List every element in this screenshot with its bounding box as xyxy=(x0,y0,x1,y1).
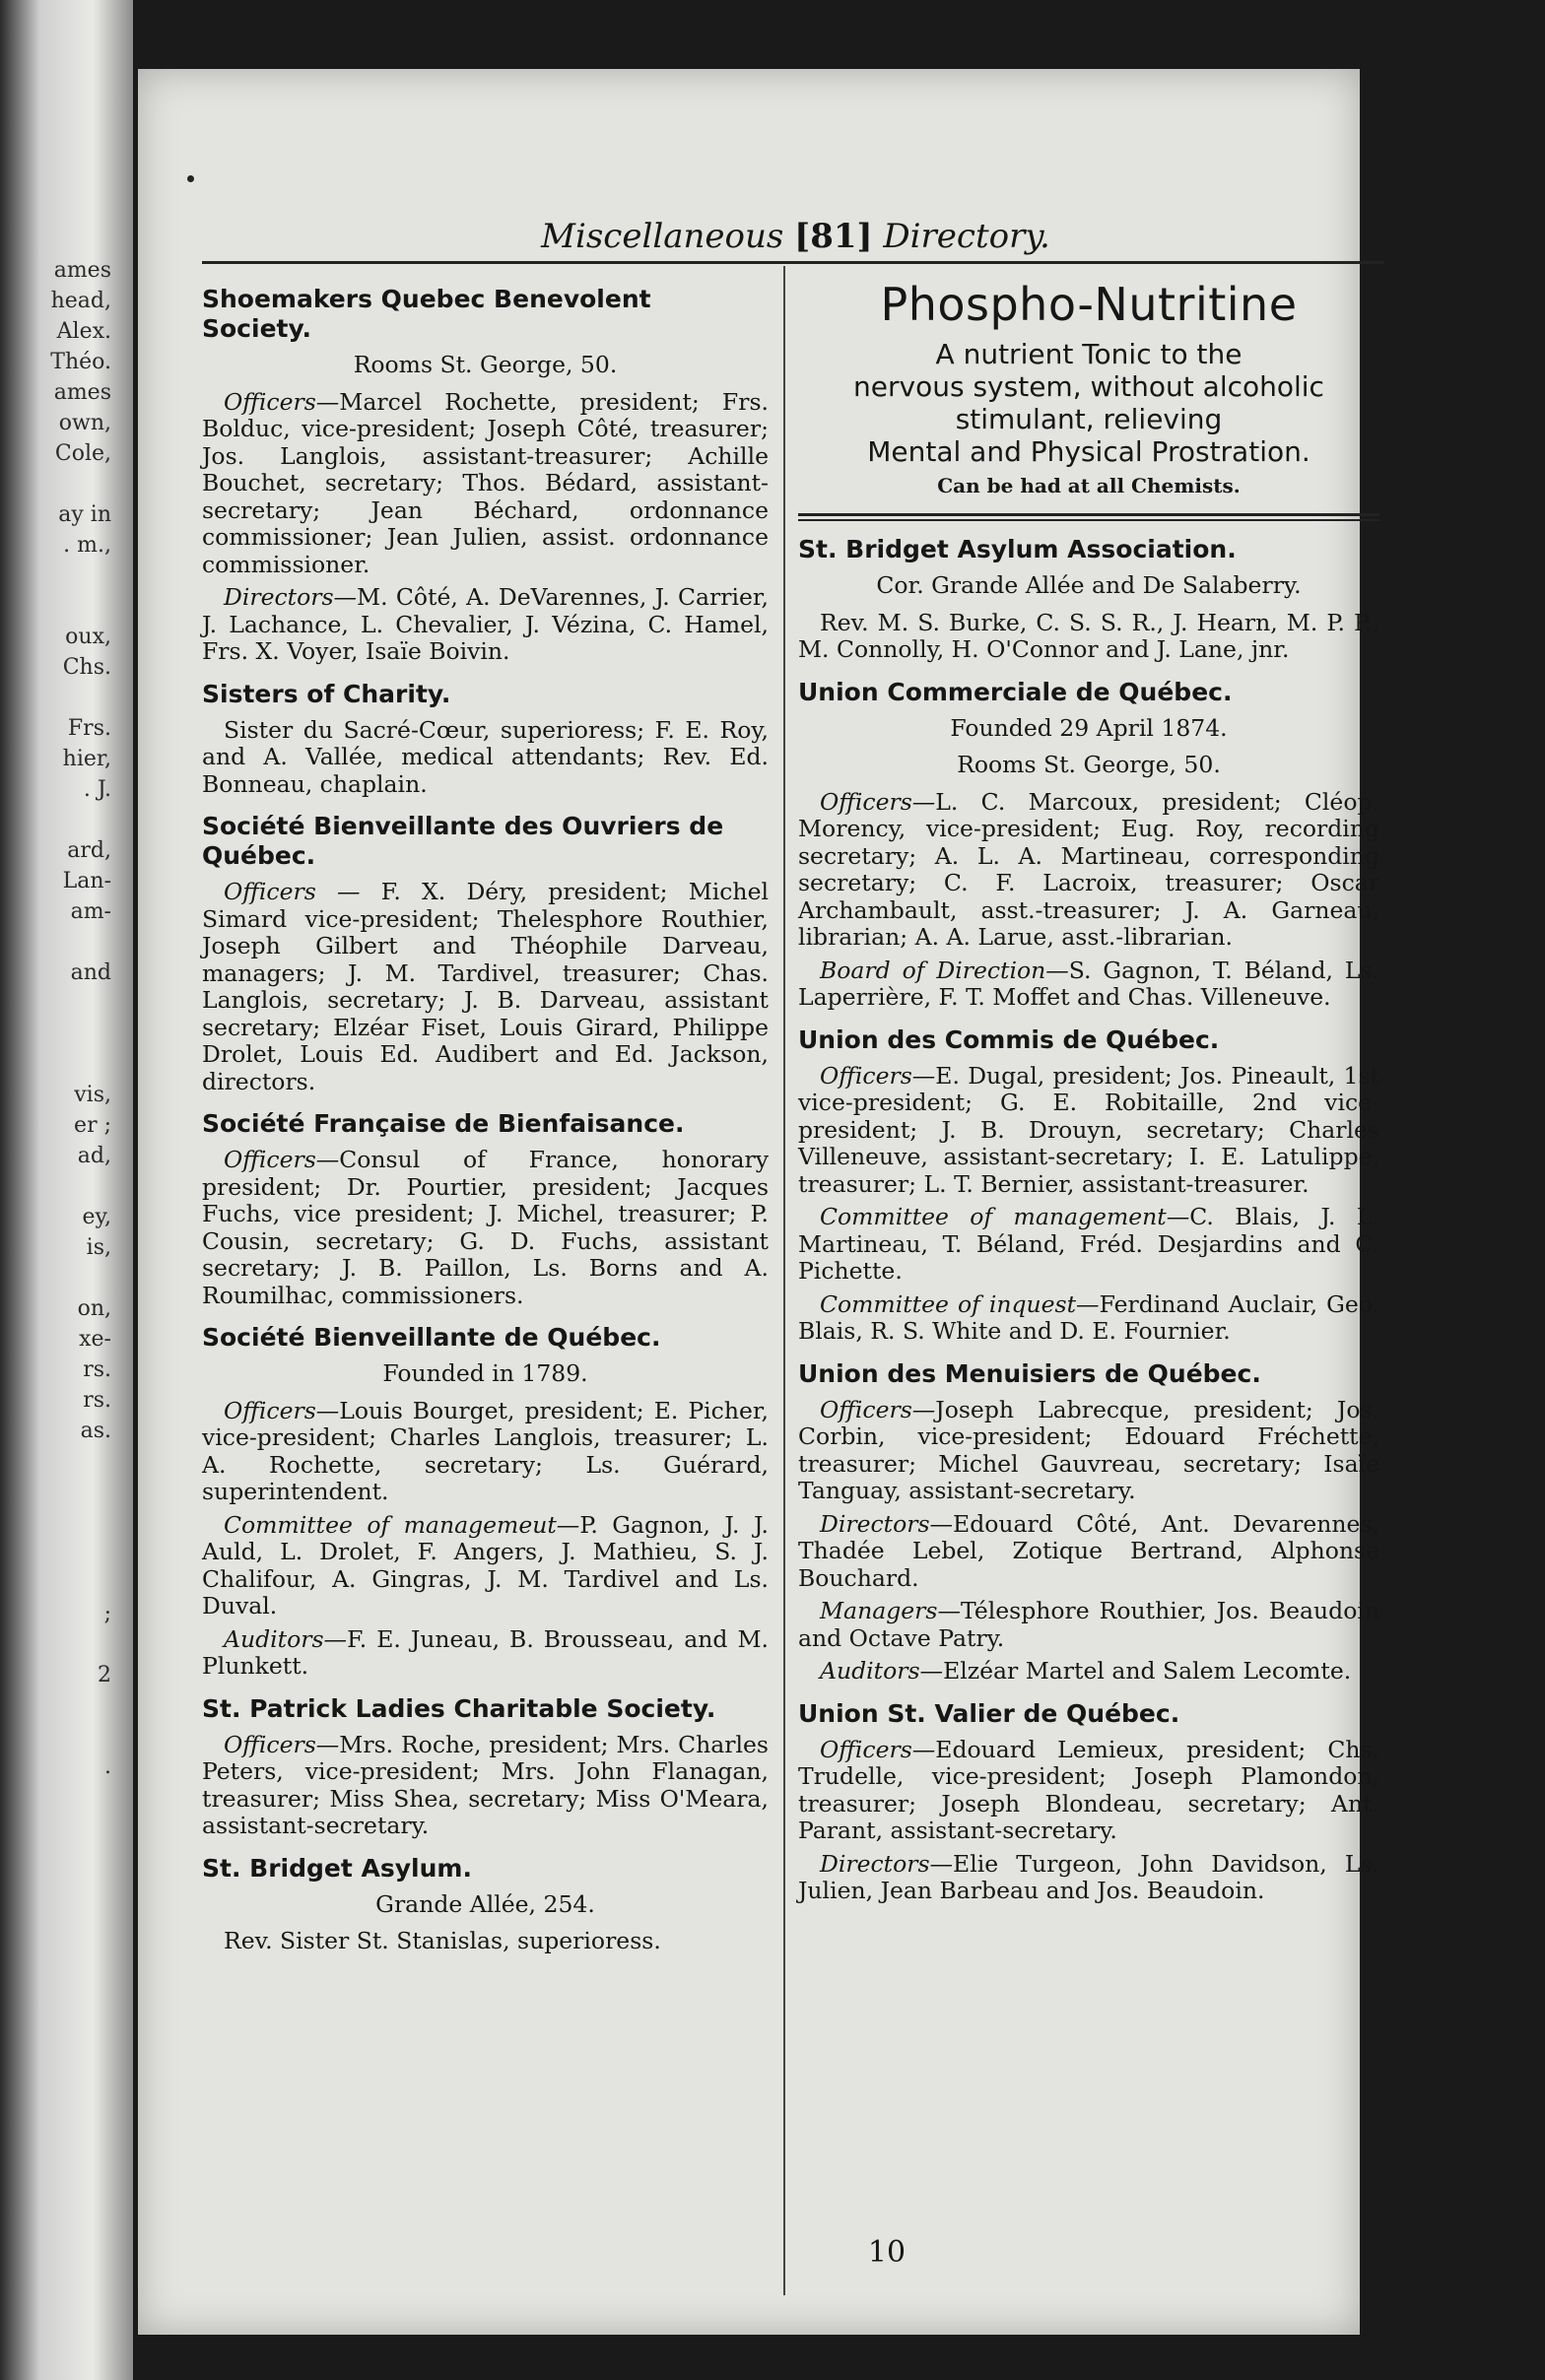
role-text: F. X. Déry, president; Michel Simard vice-president; Thelesphore Routhier, Joseph Gilbert and Théophile Darveau, managers; J. M. Tardivel, treasurer; Chas. Langlois, secretary; J. B. Darveau, assistant secretary; Elzéar Fiset, Louis Girard, Philippe Drolet, Louis Ed. Audibert and Ed. Jackson, directors. xyxy=(202,878,769,1095)
header-page-ref: [81] xyxy=(794,217,873,256)
spine-fragment: Lan- xyxy=(62,869,111,893)
ad-line: Mental and Physical Prostration. xyxy=(867,435,1310,468)
role-text: P. Gagnon, J. J. Auld, L. Drolet, F. Angers, J. Mathieu, S. J. Chalifour, A. Gingras, J. M. Tardivel and Ls. Duval. xyxy=(202,1510,770,1620)
role-text: Mrs. Roche, president; Mrs. Charles Peters, vice-president; Mrs. John Flanagan, treasurer; Miss Shea, secretary; Miss O'Meara, assistant-secretary. xyxy=(202,1730,769,1839)
role-text: Consul of France, honorary president; Dr. Pourtier, president; Jacques Fuchs, vice president; J. Michel, treasurer; P. Cousin, secretary; G. D. Fuchs, assistant secretary; J. B. Paillon, Ls. Borns and A. Roumilhac, commissioners. xyxy=(202,1146,769,1309)
entry-title: St. Bridget Asylum. xyxy=(202,1853,472,1883)
entry-title: Union Commerciale de Québec. xyxy=(798,677,1233,706)
directory-entry xyxy=(202,812,769,1095)
spine-fragment: ard, xyxy=(67,838,111,863)
spine-fragment: 2 xyxy=(98,1663,111,1687)
right-column xyxy=(798,271,1379,1911)
entry-title: St. Patrick Ladies Charitable Society. xyxy=(202,1693,716,1723)
spine-fragment: ad, xyxy=(77,1144,111,1168)
role-label: Officers— xyxy=(224,1396,340,1424)
entry-paragraph xyxy=(202,1512,769,1620)
role-text: L. C. Marcoux, president; Cléop. Morency, vice-president; Eug. Roy, recording secretary; A. L. A. Martineau, corresponding secretary; C. F. Lacroix, treasurer; Oscar Archambault, asst.-treasurer; J. A. Garneau, librarian; A. A. Larue, asst.-librarian. xyxy=(798,787,1379,951)
spine-fragment: er ; xyxy=(74,1113,111,1138)
directory-entry xyxy=(202,1854,769,1955)
spine-fragment: rs. xyxy=(83,1357,111,1382)
spine-fragment: Cole, xyxy=(54,441,111,466)
role-text: Elie Turgeon, John Davidson, Ls. Julien, Jean Barbeau and Jos. Beaudoin. xyxy=(798,1849,1379,1904)
role-label: Committee of inquest— xyxy=(820,1289,1100,1318)
entry-paragraph xyxy=(798,1291,1379,1346)
ink-dot xyxy=(187,175,194,182)
spine-fragment: own, xyxy=(58,411,111,435)
directory-entry xyxy=(202,285,769,666)
role-text: Edouard Lemieux, president; Chs. Trudelle, vice-president; Joseph Plamondon, treasurer; Joseph Blondeau, secretary; Ant. Parant, assistant-secretary. xyxy=(798,1735,1379,1844)
ad-title: Phospho-Nutritine xyxy=(880,278,1298,331)
entry-paragraph xyxy=(798,1658,1379,1686)
entry-paragraph xyxy=(202,1732,769,1840)
role-label: Directors— xyxy=(224,583,358,611)
ad-tagline: Can be had at all Chemists. xyxy=(937,474,1241,497)
ad-line: nervous system, without alcoholic xyxy=(853,370,1324,403)
ad-line: A nutrient Tonic to the xyxy=(935,338,1243,370)
role-label: Officers— xyxy=(224,1146,340,1173)
role-text: Sister du Sacré-Cœur, superioress; F. E. Roy, and A. Vallée, medical attendants; Rev. Ed. Bonneau, chaplain. xyxy=(202,715,769,798)
role-text: E. Dugal, president; Jos. Pineault, 1st vice-president; G. E. Robitaille, 2nd vice-president; J. B. Drouyn, secretary; Charles Villeneuve, assistant-secretary; I. E. Latulippe, treasurer; L. T. Bernier, assistant-treasurer. xyxy=(798,1061,1379,1198)
entry-title: Shoemakers Quebec Benevolent Society. xyxy=(202,285,651,343)
entry-paragraph xyxy=(798,1063,1379,1199)
spine-fragment: on, xyxy=(77,1296,111,1321)
entry-paragraph xyxy=(798,1737,1379,1845)
spine-fragment: Chs. xyxy=(62,655,111,680)
spine-fragment: ey, xyxy=(82,1205,111,1229)
role-label: Auditors— xyxy=(224,1624,348,1653)
directory-page xyxy=(138,69,1379,2335)
role-label: Directors— xyxy=(820,1849,954,1878)
entry-paragraph xyxy=(202,389,769,579)
right-entries xyxy=(798,535,1379,1905)
entry-paragraph xyxy=(798,1397,1379,1505)
entry-paragraph xyxy=(202,879,769,1095)
role-label: Officers — xyxy=(224,878,381,905)
entry-paragraph xyxy=(798,789,1379,952)
ad-line: stimulant, relieving xyxy=(955,403,1223,435)
role-text: Marcel Rochette, president; Frs. Bolduc, vice-president; Joseph Côté, treasurer; Jos. Langlois, assistant-treasurer; Achille Bouchet, secretary; Thos. Bédard, assistant-secretary; Jean Béchard, ordonnance commissioner; Jean Julien, assist. ordonnance commissioner. xyxy=(202,387,769,578)
spine-fragment: . xyxy=(104,1754,111,1779)
header-rule xyxy=(202,261,1384,264)
spine-fragment: am- xyxy=(70,899,111,924)
spine-fragment: vis, xyxy=(74,1083,111,1107)
entry-paragraph xyxy=(202,1147,769,1309)
role-label: Committee of managemeut— xyxy=(224,1510,580,1539)
entry-paragraph xyxy=(202,1928,769,1955)
page-number: 10 xyxy=(867,2235,907,2270)
directory-entry xyxy=(202,1694,769,1840)
role-label: Committee of management— xyxy=(820,1203,1190,1230)
previous-page-edge xyxy=(0,0,133,2380)
header-left: Miscellaneous xyxy=(541,217,784,256)
entry-paragraph xyxy=(202,717,769,799)
spine-fragment: head, xyxy=(50,289,111,313)
role-text: Rev. Sister St. Stanislas, superioress. xyxy=(224,1927,661,1954)
spine-fragment: is, xyxy=(86,1235,111,1260)
role-label: Auditors— xyxy=(820,1657,944,1685)
entry-title: St. Bridget Asylum Association. xyxy=(798,535,1237,563)
header-right: Directory. xyxy=(883,217,1050,256)
entry-address: Founded 29 April 1874. xyxy=(950,713,1228,742)
directory-entry xyxy=(798,678,1379,1012)
role-text: Edouard Côté, Ant. Devarennes, Thadée Lebel, Zotique Bertrand, Alphonse Bouchard. xyxy=(798,1509,1379,1592)
directory-entry xyxy=(798,1359,1379,1686)
role-text: Elzéar Martel and Salem Lecomte. xyxy=(943,1657,1352,1685)
directory-entry xyxy=(798,1025,1379,1346)
directory-entry xyxy=(798,1699,1379,1905)
spine-fragment: and xyxy=(70,960,111,985)
role-label: Board of Direction— xyxy=(820,956,1069,984)
entry-title: Union St. Valier de Québec. xyxy=(798,1698,1180,1728)
entry-paragraph xyxy=(202,584,769,666)
role-text: F. E. Juneau, B. Brousseau, and M. Plunkett. xyxy=(202,1624,769,1680)
role-label: Officers— xyxy=(820,1395,936,1423)
spine-fragment: as. xyxy=(80,1419,111,1443)
left-column xyxy=(202,271,769,1961)
running-header xyxy=(212,217,1379,256)
entry-paragraph xyxy=(798,1598,1379,1652)
spine-fragment: ; xyxy=(103,1602,111,1626)
entry-title: Union des Menuisiers de Québec. xyxy=(798,1358,1261,1388)
spine-fragment: ay in xyxy=(58,502,111,527)
directory-entry xyxy=(202,1323,769,1681)
role-label: Officers— xyxy=(224,1730,340,1758)
entry-title: Union des Commis de Québec. xyxy=(798,1025,1220,1054)
spine-fragment: ames xyxy=(53,380,111,405)
role-text: Ferdinand Auclair, Geo. Blais, R. S. White and D. E. Fournier. xyxy=(798,1289,1379,1345)
advertisement xyxy=(798,277,1379,507)
entry-paragraph xyxy=(202,1398,769,1506)
spine-fragment: oux, xyxy=(65,625,111,649)
entry-paragraph xyxy=(202,1626,769,1681)
directory-entry xyxy=(798,535,1379,664)
role-label: Officers— xyxy=(820,1735,936,1763)
role-text: S. Gagnon, T. Béland, Ls. Laperrière, F. T. Moffet and Chas. Villeneuve. xyxy=(798,956,1379,1011)
entry-paragraph xyxy=(798,1204,1379,1286)
entry-address: Cor. Grande Allée and De Salaberry. xyxy=(876,571,1302,599)
spine-fragment: . J. xyxy=(83,777,111,802)
role-label: Managers— xyxy=(820,1597,961,1624)
entry-title: Société Bienveillante de Québec. xyxy=(202,1323,661,1352)
entry-address: Rooms St. George, 50. xyxy=(353,351,618,378)
spine-fragment: Théo. xyxy=(50,350,111,374)
spine-fragment: Frs. xyxy=(67,716,111,741)
role-text: C. Blais, J. L. Martineau, T. Béland, Fréd. Desjardins and C. Pichette. xyxy=(798,1203,1379,1285)
role-label: Officers— xyxy=(820,1061,936,1090)
entry-address: Grande Allée, 254. xyxy=(375,1889,595,1918)
directory-entry xyxy=(202,1109,769,1309)
entry-address: Founded in 1789. xyxy=(382,1359,588,1387)
role-label: Officers— xyxy=(224,387,340,416)
entry-title: Sisters of Charity. xyxy=(202,679,451,708)
role-text: Télesphore Routhier, Jos. Beaudoin and Octave Patry. xyxy=(798,1597,1379,1652)
column-divider xyxy=(783,266,785,2295)
spine-fragment: . m., xyxy=(63,533,111,558)
role-text: M. Côté, A. DeVarennes, J. Carrier, J. Lachance, L. Chevalier, J. Vézina, C. Hamel, Frs. X. Voyer, Isaïe Boivin. xyxy=(202,583,769,665)
entry-paragraph xyxy=(798,1511,1379,1593)
entry-title: Société Française de Bienfaisance. xyxy=(202,1109,685,1138)
role-text: Louis Bourget, president; E. Picher, vice-president; Charles Langlois, treasurer; L. A. Rochette, secretary; Ls. Guérard, superintendent. xyxy=(202,1396,769,1505)
entry-paragraph xyxy=(798,1851,1379,1905)
role-text: Rev. M. S. Burke, C. S. S. R., J. Hearn, M. P. P., M. Connolly, H. O'Connor and J. Lane, jnr. xyxy=(798,608,1379,663)
entry-title: Société Bienveillante des Ouvriers de Québec. xyxy=(202,812,724,870)
spine-fragment: hier, xyxy=(62,747,111,771)
ad-rule xyxy=(798,513,1379,521)
role-text: Joseph Labrecque, president; Jos. Corbin, vice-president; Edouard Fréchette, treasurer; Michel Gauvreau, secretary; Isaïe Tanguay, assistant-secretary. xyxy=(798,1395,1379,1504)
entry-paragraph xyxy=(798,958,1379,1012)
entry-address: Rooms St. George, 50. xyxy=(957,751,1221,778)
role-label: Directors— xyxy=(820,1509,954,1538)
entry-paragraph xyxy=(798,610,1379,664)
spine-fragment: ames xyxy=(53,258,111,283)
role-label: Officers— xyxy=(820,787,936,816)
spine-fragment: rs. xyxy=(83,1388,111,1413)
spine-fragment: xe- xyxy=(79,1327,111,1352)
spine-fragment: Alex. xyxy=(56,319,111,344)
directory-entry xyxy=(202,680,769,799)
